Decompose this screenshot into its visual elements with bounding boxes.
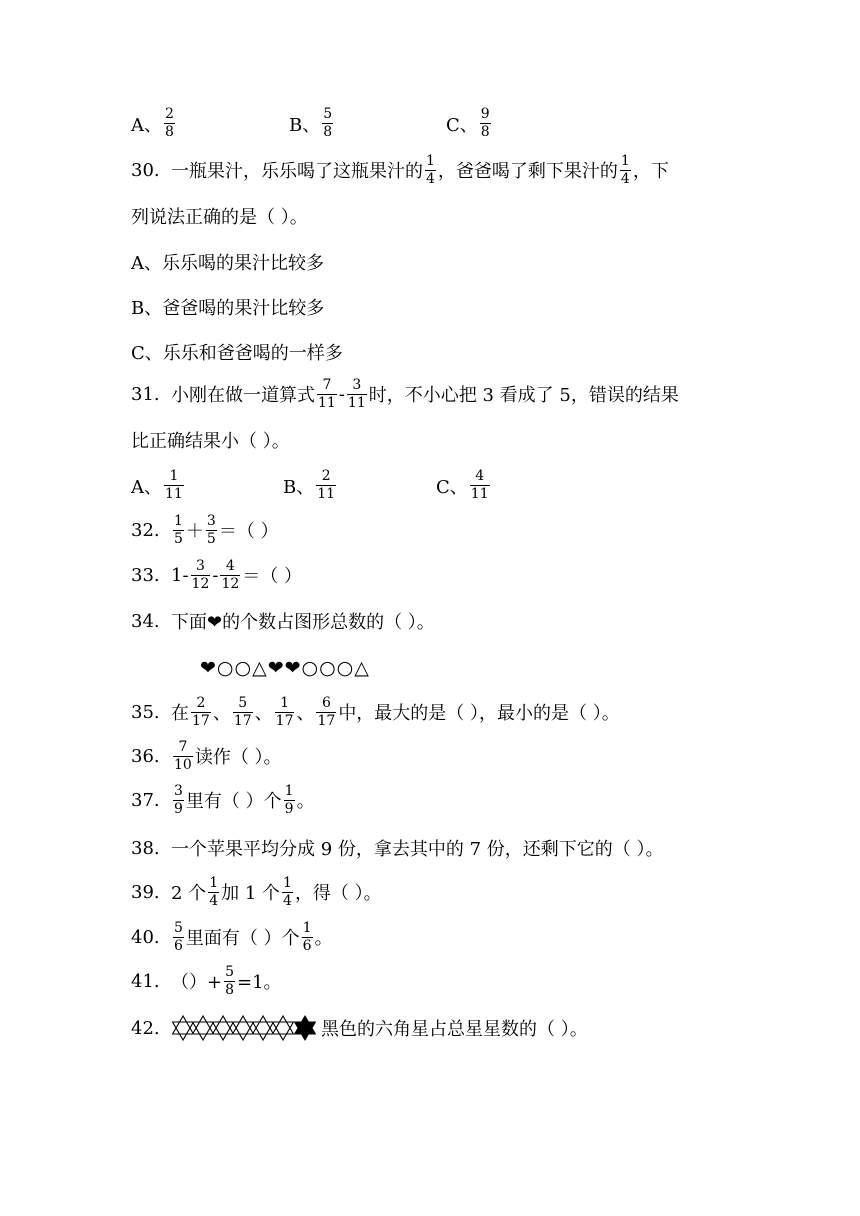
question-text: 里有（ ）个 (185, 791, 282, 812)
fraction: $\frac{1}{4}$ (283, 874, 292, 909)
fraction: $\frac{5}{8}$ (323, 106, 333, 140)
fraction: $\frac{3}{9}$ (174, 782, 183, 817)
fraction: $\frac{3}{12}$ (191, 557, 210, 592)
fraction: $\frac{4}{11}$ (470, 468, 489, 502)
plus-sign: ＋ (185, 521, 204, 542)
question-text: ＝（ ） (218, 521, 279, 542)
question-text: 加 1 个 (221, 883, 281, 904)
q42 (131, 1008, 588, 1048)
fraction: $\frac{1}{4}$ (209, 874, 219, 909)
fraction: $\frac{5}{8}$ (225, 963, 235, 998)
separator: 、 (254, 703, 273, 724)
question-text: 小刚在做一道算式 (171, 385, 315, 406)
q40 (131, 917, 333, 957)
q41 (131, 961, 282, 1001)
q29-option-c (446, 106, 493, 141)
question-text: 时，不小心把 3 看成了 5，错误的结果 (368, 385, 679, 406)
fraction: $\frac{3}{11}$ (347, 376, 366, 411)
q31-option-b (283, 468, 338, 503)
question-number: 31. (131, 383, 160, 405)
question-text: 读作（ ）。 (194, 747, 282, 768)
question-text: ，下 (632, 161, 669, 182)
fraction: $\frac{4}{12}$ (221, 557, 240, 592)
question-text: 黑色的六角星占总星星数的（ ）。 (321, 1019, 588, 1040)
question-number: 32. (131, 519, 160, 541)
q30-option-b: B、爸爸喝的果汁比较多 (131, 298, 325, 319)
fraction: $\frac{1}{17}$ (275, 694, 294, 729)
question-text: 一瓶果汁，乐乐喝了这瓶果汁的 (171, 161, 423, 182)
q29-option-b (289, 106, 335, 141)
question-text: 1- (171, 564, 189, 586)
question-number: 40. (131, 926, 160, 948)
question-number: 36. (131, 745, 160, 767)
minus-sign: - (338, 383, 345, 405)
fraction: $\frac{5}{17}$ (233, 694, 252, 729)
fraction: $\frac{1}{4}$ (426, 152, 435, 187)
question-text: ，得（ ）。 (294, 883, 382, 904)
minus-sign: - (212, 564, 219, 586)
fraction: $\frac{2}{17}$ (192, 694, 210, 729)
q31-line2: 比正确结果小（ ）。 (131, 431, 290, 452)
option-label: C、 (436, 476, 468, 498)
option-label: B、 (283, 476, 315, 498)
hexagram-icons (171, 1014, 319, 1042)
fraction: $\frac{7}{11}$ (318, 376, 336, 411)
q34 (131, 601, 435, 641)
hexagram-row (171, 1014, 319, 1042)
q31-option-c (436, 468, 492, 503)
option-label: B、 (289, 114, 321, 136)
fraction: $\frac{1}{4}$ (620, 152, 630, 187)
q30-option-a: A、乐乐喝的果汁比较多 (131, 253, 324, 274)
fraction: $\frac{3}{5}$ (206, 512, 216, 547)
fraction: $\frac{6}{17}$ (317, 694, 336, 729)
question-number: 41. (131, 970, 160, 992)
fraction: $\frac{1}{9}$ (284, 782, 294, 817)
q31-option-a (131, 468, 186, 503)
q30-line1 (131, 150, 669, 190)
question-text: =1。 (237, 972, 282, 993)
fraction: $\frac{1}{6}$ (302, 919, 312, 954)
question-number: 38. (131, 837, 160, 859)
question-text: ＝（ ） (242, 566, 303, 587)
q38 (131, 828, 664, 868)
question-text: （）+ (171, 972, 223, 993)
q37 (131, 780, 315, 820)
question-text: ，爸爸喝了剩下果汁的 (437, 161, 618, 182)
q36 (131, 736, 282, 776)
question-number: 39. (131, 881, 160, 903)
option-label: C、 (446, 114, 478, 136)
question-text: 。 (296, 791, 315, 812)
fraction: $\frac{1}{5}$ (174, 512, 183, 547)
fraction: $\frac{1}{11}$ (165, 468, 183, 502)
q29-option-a (131, 106, 177, 141)
fraction: $\frac{7}{10}$ (174, 738, 192, 773)
option-label: A、 (131, 476, 162, 498)
fraction: $\frac{2}{11}$ (317, 468, 336, 502)
question-number: 34. (131, 610, 160, 632)
q31-line1 (131, 374, 679, 414)
q32 (131, 510, 279, 550)
question-number: 35. (131, 701, 160, 723)
question-number: 42. (131, 1017, 160, 1039)
question-number: 33. (131, 564, 160, 586)
q35 (131, 692, 620, 732)
separator: 、 (212, 703, 231, 724)
question-text: 在 (171, 703, 189, 724)
fraction: $\frac{2}{8}$ (165, 106, 174, 140)
question-text: 中，最大的是（ ），最小的是（ ）。 (338, 703, 620, 724)
question-text: 。 (314, 928, 333, 949)
q34-shapes-row: ❤○○△❤❤○○○△ (200, 657, 370, 679)
q39 (131, 872, 382, 912)
fraction: $\frac{5}{6}$ (174, 919, 183, 954)
question-text: 一个苹果平均分成 9 份，拿去其中的 7 份，还剩下它的（ ）。 (171, 839, 664, 860)
question-number: 30. (131, 159, 160, 181)
question-text: 2 个 (171, 883, 207, 904)
question-text: 下面❤的个数占图形总数的（ ）。 (171, 612, 435, 633)
option-label: A、 (131, 114, 162, 136)
question-number: 37. (131, 789, 160, 811)
q30-line2: 列说法正确的是（ ）。 (131, 207, 308, 228)
separator: 、 (296, 703, 315, 724)
q33 (131, 555, 302, 595)
question-text: 里面有（ ）个 (185, 928, 300, 949)
q30-option-c: C、乐乐和爸爸喝的一样多 (131, 343, 343, 364)
fraction: $\frac{9}{8}$ (480, 106, 490, 140)
